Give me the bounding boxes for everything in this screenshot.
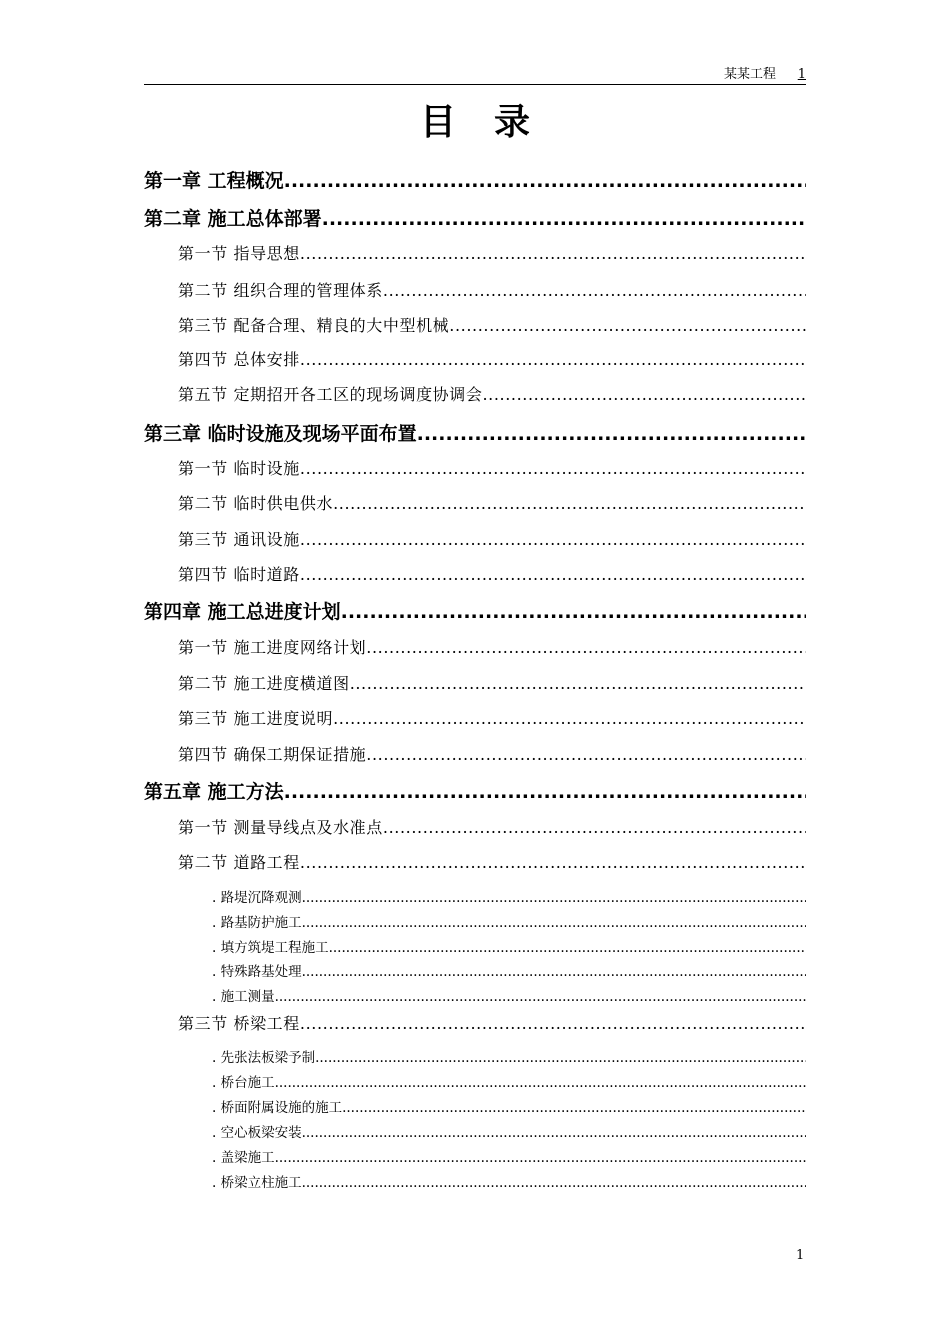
- toc-section[interactable]: [178, 243, 806, 265]
- toc-chapter-4[interactable]: [144, 600, 806, 624]
- toc-subsection[interactable]: [212, 1074, 806, 1092]
- toc-section[interactable]: [178, 384, 806, 406]
- toc-dot-leader: [383, 817, 806, 839]
- toc-entry-label: 第三节 施工进度说明: [178, 709, 334, 728]
- toc-dot-leader: [300, 1013, 806, 1035]
- toc-dot-leader: [275, 1149, 806, 1167]
- toc-dot-leader: [275, 1074, 806, 1092]
- toc-entry-label: . 桥台施工: [212, 1075, 275, 1091]
- toc-entry-label: 第二章 施工总体部署: [144, 208, 322, 230]
- toc-entry-label: 第一节 指导思想: [178, 244, 300, 263]
- toc-section[interactable]: [178, 315, 806, 337]
- toc-entry-label: . 特殊路基处理: [212, 964, 302, 980]
- toc-entry-label: 第一节 临时设施: [178, 459, 300, 478]
- toc-section[interactable]: [178, 349, 806, 371]
- toc-dot-leader: [300, 349, 806, 371]
- toc-chapter-1[interactable]: [144, 169, 806, 193]
- toc-dot-leader: [302, 914, 806, 932]
- toc-entry-label: . 先张法板梁予制: [212, 1050, 316, 1066]
- toc-dot-leader: [341, 600, 806, 624]
- toc-dot-leader: [300, 243, 806, 265]
- toc-dot-leader: [342, 1099, 806, 1117]
- toc-dot-leader: [449, 315, 806, 337]
- toc-dot-leader: [315, 1049, 806, 1067]
- toc-subsection[interactable]: [212, 963, 806, 981]
- toc-section[interactable]: [178, 1013, 806, 1035]
- toc-entry-label: 第二节 临时供电供水: [178, 494, 334, 513]
- toc-subsection[interactable]: [212, 939, 806, 957]
- toc-dot-leader: [333, 708, 806, 730]
- toc-subsection[interactable]: [212, 889, 806, 907]
- toc-subsection[interactable]: [212, 1049, 806, 1067]
- toc-dot-leader: [383, 280, 806, 302]
- toc-entry-label: 第四节 确保工期保证措施: [178, 745, 367, 764]
- toc-section[interactable]: [178, 280, 806, 302]
- toc-entry-label: 第三章 临时设施及现场平面布置: [144, 423, 417, 445]
- toc-entry-label: 第一节 施工进度网络计划: [178, 638, 367, 657]
- toc-entry-label: . 桥梁立柱施工: [212, 1175, 302, 1191]
- toc-entry-label: 第二节 道路工程: [178, 853, 300, 872]
- toc-entry-label: . 施工测量: [212, 989, 275, 1005]
- toc-subsection[interactable]: [212, 1124, 806, 1142]
- toc-dot-leader: [300, 458, 806, 480]
- toc-subsection[interactable]: [212, 988, 806, 1006]
- toc-entry-label: 第二节 施工进度横道图: [178, 674, 350, 693]
- toc-dot-leader: [300, 564, 806, 586]
- toc-section[interactable]: [178, 852, 806, 874]
- toc-dot-leader: [329, 939, 806, 957]
- header-page-number: 1: [797, 67, 806, 82]
- toc-dot-leader: [302, 963, 806, 981]
- toc-dot-leader: [302, 1124, 806, 1142]
- header-title: 某某工程: [723, 67, 776, 82]
- toc-entry-label: 第五章 施工方法: [144, 781, 284, 803]
- toc-subsection[interactable]: [212, 1174, 806, 1192]
- toc-entry-label: 第四节 临时道路: [178, 565, 300, 584]
- toc-entry-label: 第一节 测量导线点及水准点: [178, 818, 383, 837]
- toc-section[interactable]: [178, 817, 806, 839]
- toc-entry-label: 第一章 工程概况: [144, 170, 284, 192]
- toc-entry-label: . 填方筑堤工程施工: [212, 940, 329, 956]
- toc-entry-label: 第三节 配备合理、精良的大中型机械: [178, 316, 450, 335]
- toc-entry-label: 第四节 总体安排: [178, 350, 300, 369]
- toc-subsection[interactable]: [212, 914, 806, 932]
- toc-dot-leader: [300, 852, 806, 874]
- toc-entry-label: 第四章 施工总进度计划: [144, 601, 341, 623]
- toc-entry-label: . 路基防护施工: [212, 915, 302, 931]
- toc-subsection[interactable]: [212, 1099, 806, 1117]
- toc-dot-leader: [366, 744, 806, 766]
- toc-dot-leader: [302, 889, 806, 907]
- toc-entry-label: 第三节 桥梁工程: [178, 1014, 300, 1033]
- toc-section[interactable]: [178, 529, 806, 551]
- toc-entry-label: . 空心板梁安装: [212, 1125, 302, 1141]
- toc-entry-label: 第五节 定期招开各工区的现场调度协调会: [178, 385, 483, 404]
- toc-entry-label: . 桥面附属设施的施工: [212, 1100, 343, 1116]
- toc-dot-leader: [333, 493, 806, 515]
- toc-dot-leader: [300, 529, 806, 551]
- toc-entry-label: . 路堤沉降观测: [212, 890, 302, 906]
- document-title: 目录: [419, 102, 568, 143]
- toc-dot-leader: [483, 384, 807, 406]
- toc-dot-leader: [284, 780, 806, 804]
- toc-section[interactable]: [178, 564, 806, 586]
- toc-dot-leader: [417, 422, 806, 446]
- toc-dot-leader: [302, 1174, 806, 1192]
- toc-section[interactable]: [178, 458, 806, 480]
- toc-chapter-2[interactable]: [144, 207, 806, 231]
- toc-entry-label: 第三节 通讯设施: [178, 530, 300, 549]
- toc-dot-leader: [284, 169, 806, 193]
- toc-chapter-5[interactable]: [144, 780, 806, 804]
- toc-chapter-3[interactable]: [144, 422, 806, 446]
- page-header: [144, 66, 806, 85]
- footer-page-number: 1: [796, 1248, 805, 1263]
- toc-dot-leader: [366, 637, 806, 659]
- toc-section[interactable]: [178, 744, 806, 766]
- toc-entry-label: . 盖梁施工: [212, 1150, 275, 1166]
- toc-section[interactable]: [178, 708, 806, 730]
- toc-subsection[interactable]: [212, 1149, 806, 1167]
- toc-dot-leader: [322, 207, 806, 231]
- toc-section[interactable]: [178, 673, 806, 695]
- toc-section[interactable]: [178, 493, 806, 515]
- toc-dot-leader: [350, 673, 806, 695]
- toc-entry-label: 第二节 组织合理的管理体系: [178, 281, 383, 300]
- toc-section[interactable]: [178, 637, 806, 659]
- toc-dot-leader: [275, 988, 806, 1006]
